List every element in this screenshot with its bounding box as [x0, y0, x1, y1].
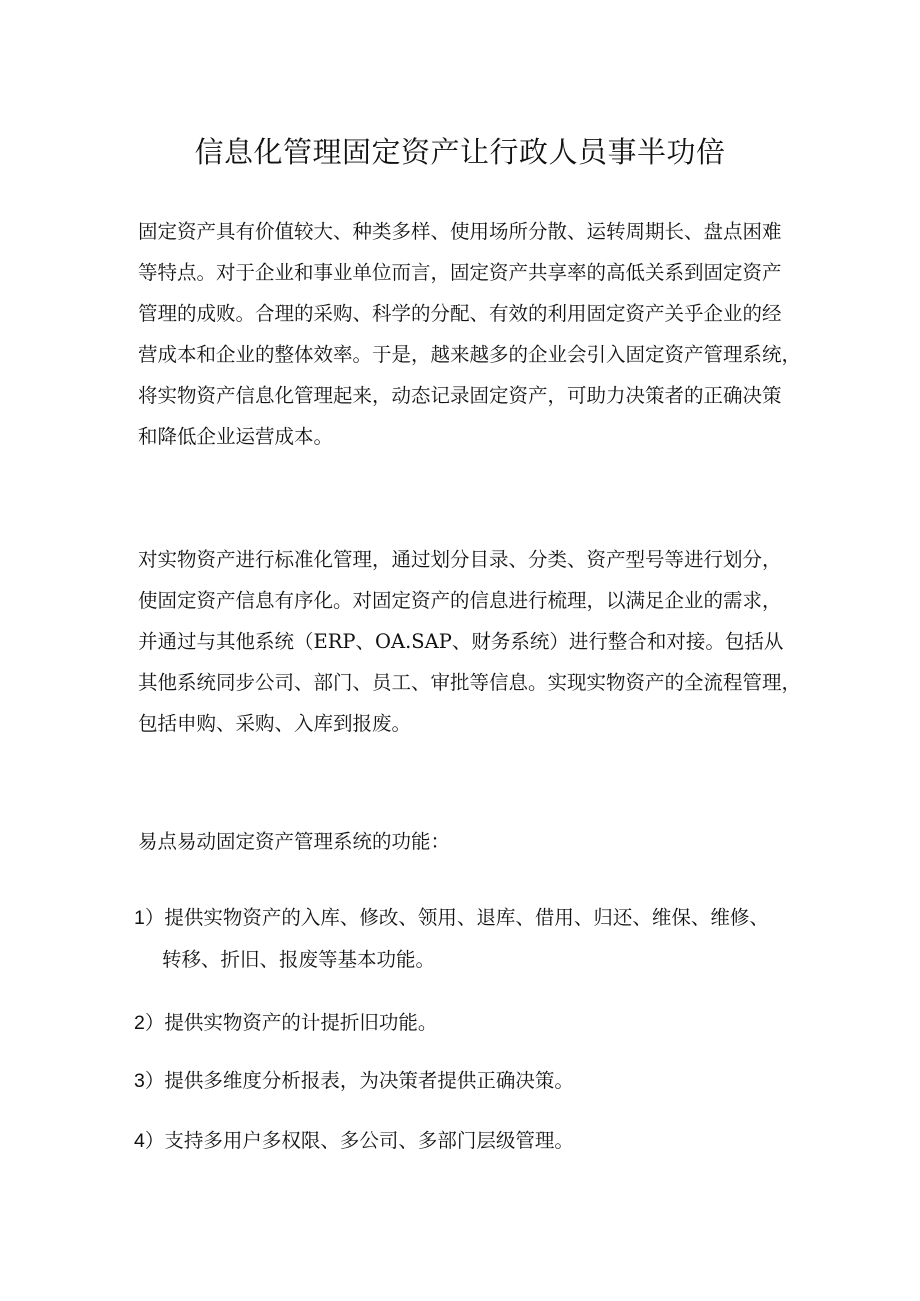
paragraph-line: 固定资产具有价值较大、种类多样、使用场所分散、运转周期长、盘点困难: [138, 220, 782, 243]
paragraph-line: 管理的成败。合理的采购、科学的分配、有效的利用固定资产关乎企业的经: [138, 302, 782, 325]
paragraph-line: 其他系统同步公司、部门、员工、审批等信息。实现实物资产的全流程管理，: [138, 671, 802, 694]
paragraph-line: 并通过与其他系统（ERP、OA.SAP、财务系统）进行整合和对接。包括从: [138, 630, 784, 653]
feature-list-item-3: [134, 1060, 814, 1102]
list-number: 4）: [134, 1130, 165, 1152]
paragraph-line: 营成本和企业的整体效率。于是，越来越多的企业会引入固定资产管理系统，: [138, 343, 802, 366]
paragraph-line: 将实物资产信息化管理起来，动态记录固定资产，可助力决策者的正确决策: [138, 384, 782, 407]
list-item-text: 提供实物资产的入库、修改、领用、退库、借用、归还、维保、维修、: [164, 906, 769, 929]
paragraph-line: 和降低企业运营成本。: [138, 425, 334, 448]
feature-list-item-4: [134, 1120, 814, 1162]
paragraph-line: 包括申购、采购、入库到报废。: [138, 712, 412, 735]
document-title: 信息化管理固定资产让行政人员事半功倍: [194, 135, 726, 169]
paragraph-asset-characteristics: [138, 211, 802, 457]
paragraph-line: 等特点。对于企业和事业单位而言，固定资产共享率的高低关系到固定资产: [138, 261, 782, 284]
feature-list-item-1: [134, 897, 814, 980]
feature-list-item-2: [134, 1002, 814, 1044]
list-item-text: 提供多维度分析报表，为决策者提供正确决策。: [164, 1069, 574, 1092]
paragraph-standardized-management: [138, 539, 802, 744]
list-item-text: 转移、折旧、报废等基本功能。: [162, 948, 436, 971]
paragraph-line: 使固定资产信息有序化。对固定资产的信息进行梳理，以满足企业的需求，: [138, 589, 782, 612]
list-number: 1）: [134, 907, 165, 929]
list-item-text: 支持多用户多权限、多公司、多部门层级管理。: [164, 1129, 574, 1152]
list-item-text: 提供实物资产的计提折旧功能。: [164, 1011, 438, 1034]
list-number: 3）: [134, 1070, 165, 1092]
paragraph-line: 对实物资产进行标准化管理，通过划分目录、分类、资产型号等进行划分，: [138, 548, 782, 571]
list-number: 2）: [134, 1012, 165, 1034]
paragraph-line: 易点易动固定资产管理系统的功能：: [138, 830, 451, 853]
features-intro: [138, 821, 798, 862]
